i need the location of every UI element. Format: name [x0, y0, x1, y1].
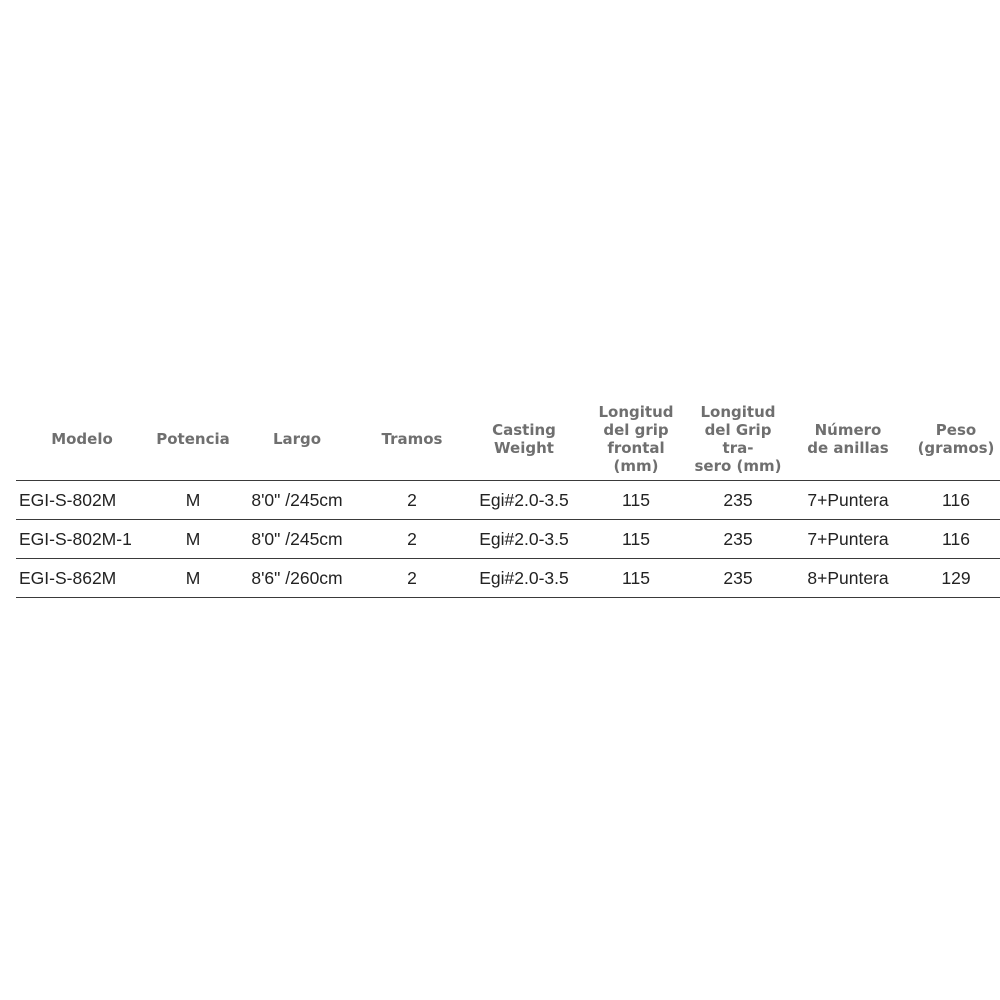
table-body	[16, 481, 1000, 598]
cell-tramos: 2	[356, 559, 468, 598]
cell-peso: 129	[912, 559, 1000, 598]
header-modelo: Modelo	[16, 398, 148, 481]
cell-modelo: EGI-S-802M	[16, 481, 148, 520]
header-potencia: Potencia	[148, 398, 238, 481]
cell-largo: 8'0" /245cm	[238, 520, 356, 559]
cell-grip-frontal: 115	[580, 481, 692, 520]
spec-table	[16, 398, 1000, 598]
table-row	[16, 481, 1000, 520]
cell-tramos: 2	[356, 520, 468, 559]
cell-grip-trasero: 235	[692, 520, 784, 559]
cell-anillas: 7+Puntera	[784, 481, 912, 520]
cell-modelo: EGI-S-802M-1	[16, 520, 148, 559]
cell-potencia: M	[148, 481, 238, 520]
cell-modelo: EGI-S-862M	[16, 559, 148, 598]
header-row	[16, 398, 1000, 481]
table-header	[16, 398, 1000, 481]
header-largo: Largo	[238, 398, 356, 481]
cell-grip-trasero: 235	[692, 481, 784, 520]
header-peso: Peso (gramos)	[912, 398, 1000, 481]
cell-peso: 116	[912, 481, 1000, 520]
cell-anillas: 8+Puntera	[784, 559, 912, 598]
header-numero-anillas: Número de anillas	[784, 398, 912, 481]
cell-potencia: M	[148, 559, 238, 598]
header-tramos: Tramos	[356, 398, 468, 481]
cell-largo: 8'6" /260cm	[238, 559, 356, 598]
cell-largo: 8'0" /245cm	[238, 481, 356, 520]
cell-grip-trasero: 235	[692, 559, 784, 598]
cell-grip-frontal: 115	[580, 559, 692, 598]
cell-grip-frontal: 115	[580, 520, 692, 559]
cell-casting-weight: Egi#2.0-3.5	[468, 520, 580, 559]
cell-peso: 116	[912, 520, 1000, 559]
header-longitud-grip-frontal: Longitud del grip frontal (mm)	[580, 398, 692, 481]
cell-anillas: 7+Puntera	[784, 520, 912, 559]
cell-potencia: M	[148, 520, 238, 559]
table-row	[16, 520, 1000, 559]
cell-casting-weight: Egi#2.0-3.5	[468, 481, 580, 520]
header-casting-weight: Casting Weight	[468, 398, 580, 481]
header-longitud-grip-trasero: Longitud del Grip tra- sero (mm)	[692, 398, 784, 481]
cell-tramos: 2	[356, 481, 468, 520]
table-row	[16, 559, 1000, 598]
cell-casting-weight: Egi#2.0-3.5	[468, 559, 580, 598]
